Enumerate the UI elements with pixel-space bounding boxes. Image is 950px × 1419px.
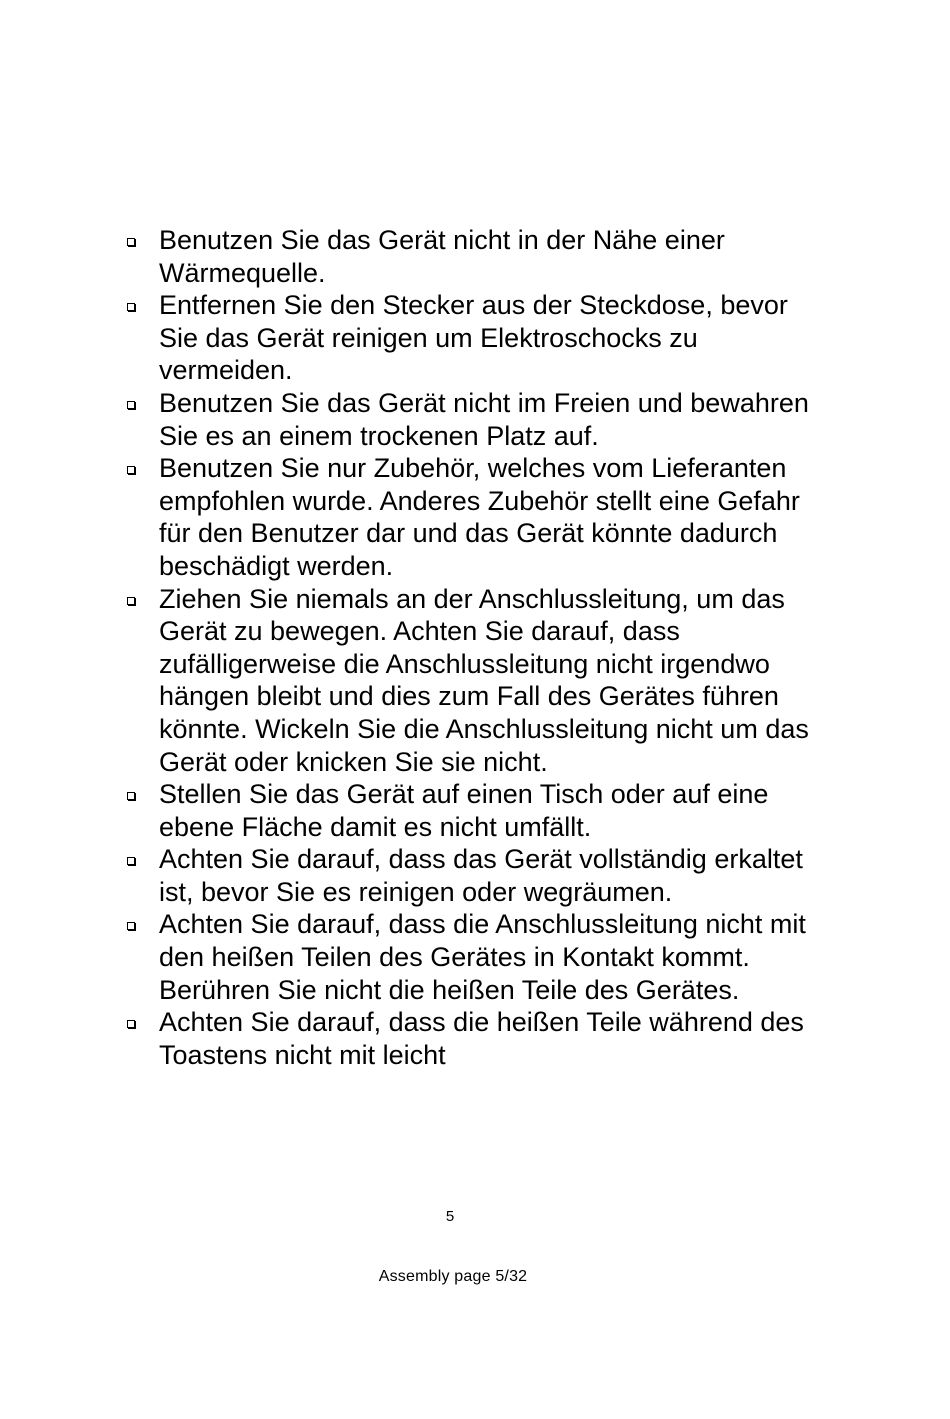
- list-item-text: Stellen Sie das Gerät auf einen Tisch oder auf eine ebene Fläche damit es nicht umfällt.: [159, 779, 769, 842]
- list-item: [120, 387, 810, 452]
- list-item-text: Ziehen Sie niemals an der Anschlussleitung, um das Gerät zu bewegen. Achten Sie darauf, dass zufälligerweise die Anschlussleitung nicht irgendwo hängen bleibt und dies zum Fall des Gerätes führen könnte. Wickeln Sie die Anschlussleitung nicht um das Gerät oder knicken Sie sie nicht.: [159, 583, 809, 777]
- footer-assembly-page: Assembly page 5/32: [378, 1268, 528, 1285]
- checkbox-bullet-icon: [127, 466, 135, 474]
- list-item-text: Benutzen Sie das Gerät nicht im Freien und bewahren Sie es an einem trockenen Platz auf.: [159, 387, 809, 451]
- list-item: [120, 778, 810, 843]
- checkbox-bullet-icon: [127, 303, 135, 311]
- list-item: [120, 224, 810, 289]
- list-item: [120, 843, 810, 908]
- checkbox-bullet-icon: [127, 597, 135, 605]
- list-item: [120, 583, 810, 779]
- list-item-text: Achten Sie darauf, dass die heißen Teile während des Toastens nicht mit leicht: [159, 1007, 804, 1070]
- list-item: [120, 1006, 810, 1071]
- checkbox-bullet-icon: [127, 1020, 135, 1028]
- checkbox-bullet-icon: [127, 238, 135, 246]
- checkbox-bullet-icon: [127, 792, 135, 800]
- list-item-text: Achten Sie darauf, dass die Anschlussleitung nicht mit den heißen Teilen des Gerätes in Kontakt kommt. Berühren Sie nicht die heißen Teile des Gerätes.: [159, 909, 806, 1005]
- page-number: 5: [445, 1208, 455, 1225]
- list-item: [120, 289, 810, 387]
- list-item-text: Benutzen Sie nur Zubehör, welches vom Lieferanten empfohlen wurde. Anderes Zubehör stellt eine Gefahr für den Benutzer dar und das Gerät könnte dadurch beschädigt werden.: [159, 453, 800, 581]
- checkbox-bullet-icon: [127, 922, 135, 930]
- list-item: [120, 908, 810, 1006]
- list-item-text: Entfernen Sie den Stecker aus der Steckdose, bevor Sie das Gerät reinigen um Elektroschocks zu vermeiden.: [159, 290, 788, 386]
- list-item: [120, 452, 810, 582]
- list-item-text: Benutzen Sie das Gerät nicht in der Nähe einer Wärmequelle.: [159, 225, 725, 288]
- list-item-text: Achten Sie darauf, dass das Gerät vollständig erkaltet ist, bevor Sie es reinigen oder wegräumen.: [159, 844, 803, 907]
- checkbox-bullet-icon: [127, 857, 135, 865]
- safety-instructions-list: [120, 224, 810, 1071]
- checkbox-bullet-icon: [127, 401, 135, 409]
